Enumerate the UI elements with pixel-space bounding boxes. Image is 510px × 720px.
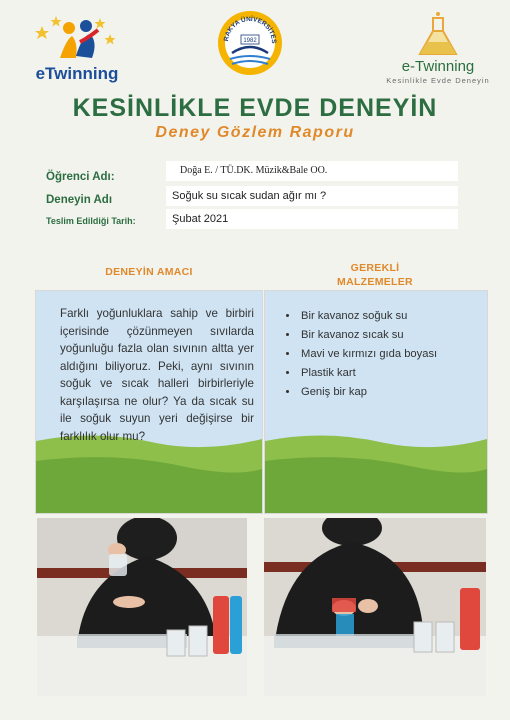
student-field[interactable]: Doğa E. / TÜ.DK. Müzik&Bale OO.	[166, 161, 458, 181]
etwinning-logo-right	[388, 10, 506, 90]
flask-icon	[388, 10, 488, 58]
aim-heading: DENEYİN AMACI	[105, 266, 193, 278]
seal-year: 1982	[243, 38, 257, 44]
experiment-label: Deneyin Adı	[46, 194, 113, 206]
experiment-field[interactable]: Soğuk su sıcak sudan ağır mı ?	[166, 186, 458, 206]
list-item: • Mavi ve kırmızı gıda boyası	[299, 345, 437, 364]
etwinning-logo-left	[22, 12, 132, 90]
materials-heading-line2: MALZEMELER	[337, 276, 413, 288]
list-item: • Geniş bir kap	[299, 383, 437, 402]
materials-heading-line1: GEREKLİ	[350, 262, 400, 274]
list-item: • Plastik kart	[299, 364, 437, 383]
page-subtitle: Deney Gözlem Raporu	[155, 124, 355, 141]
etwinning-left-text: eTwinning	[35, 64, 119, 83]
date-label: Teslim Edildiği Tarih:	[46, 216, 136, 226]
etwinning-right-text: e-Twinning	[401, 58, 475, 75]
materials-panel	[264, 290, 488, 514]
list-item: • Bir kavanoz sıcak su	[299, 326, 437, 345]
student-label: Öğrenci Adı:	[46, 171, 115, 183]
materials-list	[273, 307, 437, 402]
aim-panel	[35, 290, 263, 514]
aim-text: Farklı yoğunluklara sahip ve birbiri içerisinde çözünmeyen sıvılarda yoğunluğu fazla olan sıvının altta yer aldığını biliyoruz. Peki, aynı sıvının soğuk ve sıcak halleri birbirleriyle karşılaşırsa ne olur? Ya da sıcak su ile soğuk suyun yeri değişirse bir farklılık olur mu?	[60, 307, 254, 443]
experiment-photo-1	[37, 518, 247, 696]
page-title: KESİNLİKLE EVDE DENEYİN	[72, 94, 438, 122]
experiment-photo-2	[264, 518, 486, 696]
etwinning-right-tagline: Kesinlikle Evde Deneyin	[386, 76, 490, 85]
seal-text: RAKYA ÜNİVERSİTES	[223, 15, 278, 44]
date-field[interactable]: Şubat 2021	[166, 209, 458, 229]
university-seal-icon	[216, 9, 284, 77]
list-item: • Bir kavanoz soğuk su	[299, 307, 437, 326]
university-seal	[216, 9, 284, 77]
etwinning-figures-icon	[22, 12, 132, 64]
